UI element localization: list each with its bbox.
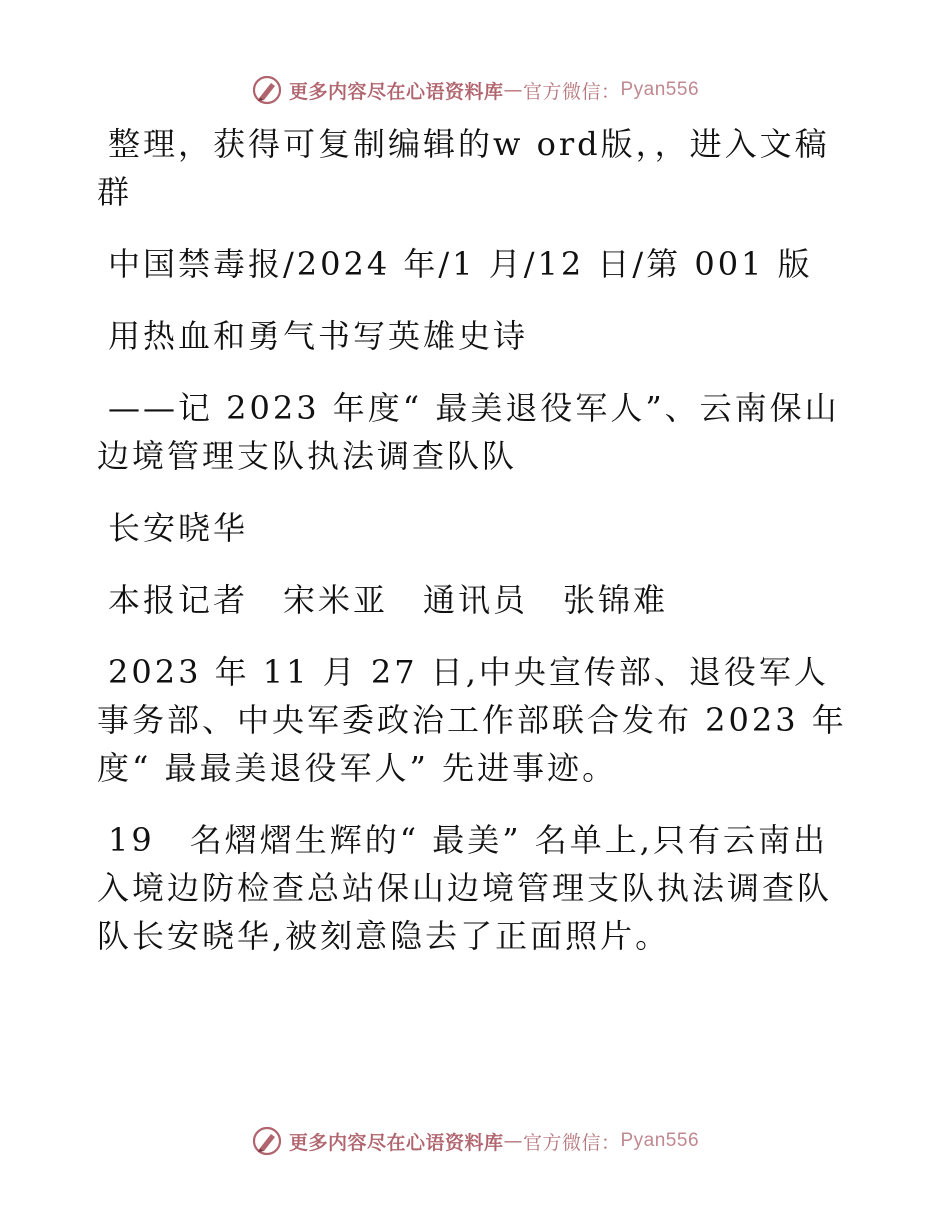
source-line: 中国禁毒报/2024 年/1 月/12 日/第 001 版 (108, 245, 813, 283)
watermark-account: Pyan556 (620, 1130, 700, 1151)
intro-paragraph: 整理，获得可复制编辑的w ord版，，进入文稿群 (97, 125, 830, 211)
watermark-account: Pyan556 (620, 79, 700, 100)
watermark-suffix: 官方微信： (522, 1131, 621, 1154)
watermark-title: 更多内容尽在心语资料库 (288, 1131, 504, 1154)
body-paragraph: 2023 年 11 月 27 日,中央宣传部、退役军人事务部、中央军委政治工作部联合发布 2023 年度“ 最最美退役军人” 先进事迹。 (97, 653, 847, 787)
article-subtitle: ——记 2023 年度“ 最美退役军人”、云南保山边境管理支队执法调查队队 (97, 389, 840, 475)
subject-name: 长安晓华 (108, 509, 249, 547)
watermark-separator: — (503, 79, 523, 101)
byline: 本报记者 宋米亚 通讯员 张锦难 (108, 581, 669, 619)
pen-logo-icon (251, 1125, 283, 1157)
watermark-separator: — (503, 1130, 523, 1152)
watermark-title: 更多内容尽在心语资料库 (288, 80, 504, 103)
footer-watermark (0, 1125, 950, 1157)
document-body (97, 120, 857, 984)
body-paragraph: 19 名熠熠生辉的“ 最美” 名单上,只有云南出入境边防检查总站保山边境管理支队执法调查队队长安晓华,被刻意隐去了正面照片。 (97, 821, 833, 955)
article-title: 用热血和勇气书写英雄史诗 (108, 317, 529, 355)
watermark-suffix: 官方微信： (522, 80, 621, 103)
header-watermark (0, 74, 950, 106)
pen-logo-icon (251, 74, 283, 106)
